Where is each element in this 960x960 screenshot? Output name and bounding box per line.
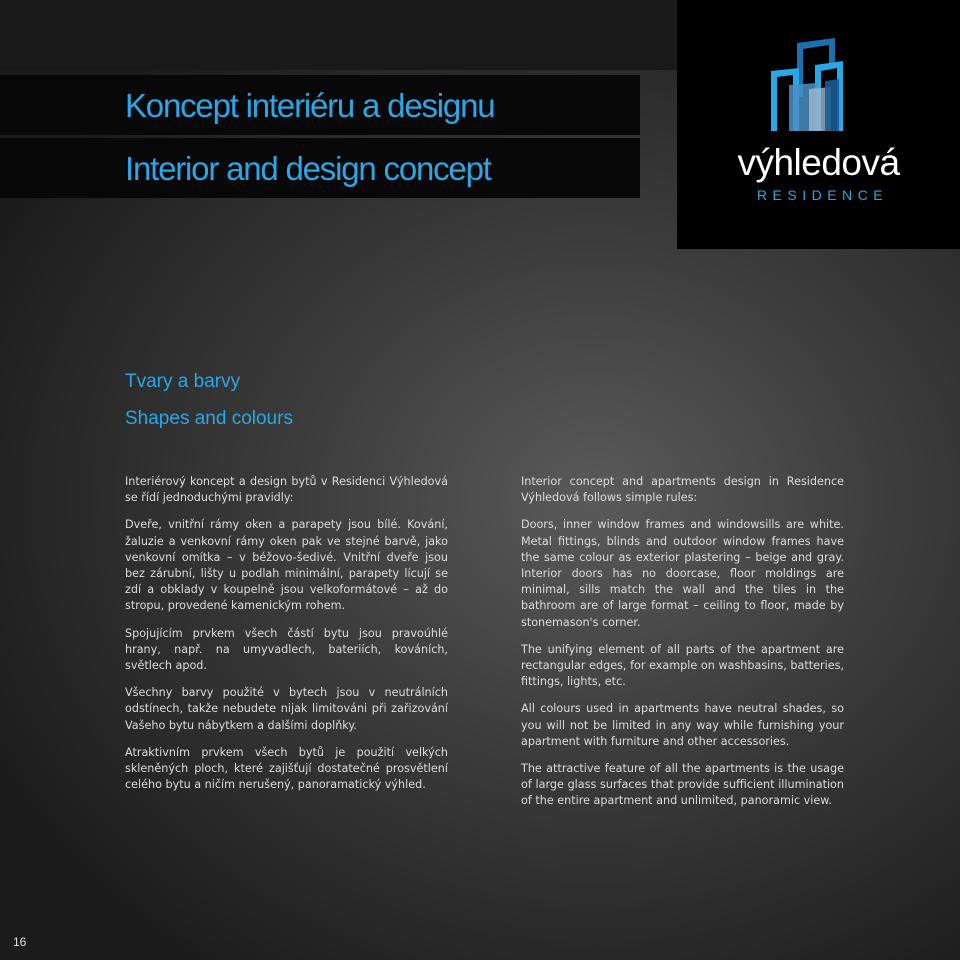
- page-number: 16: [13, 935, 27, 949]
- paragraph-en-3: The unifying element of all parts of the apartment are rectangular edges, for example on washbasins, batteries, fittings, lights, etc.: [521, 642, 844, 689]
- paragraph-cz-3: Spojujícím prvkem všech částí bytu jsou pravoúhlé hrany, např. na umyvadlech, bateriích, kováních, světlech apod.: [125, 626, 448, 673]
- title-bar-en: [0, 138, 640, 198]
- text-column-en: [521, 474, 844, 821]
- building-logo-icon: [769, 35, 869, 135]
- paragraph-cz-1: Interiérový koncept a design bytů v Residenci Výhledová se řídí jednoduchými pravidly:: [125, 475, 448, 505]
- page-title-cz: Koncept interiéru a designu: [125, 87, 495, 124]
- logo-wordmark: výhledová: [737, 142, 900, 183]
- paragraph-en-5: The attractive feature of all the apartments is the usage of large glass surfaces that provide sufficient illumination of the entire apartment and unlimited, panoramic view.: [521, 762, 844, 808]
- paragraph-cz-5: Atraktivním prvkem všech bytů je použití velkých skleněných ploch, které zajišťují dostatečné prosvětlení celého bytu a ničím nerušený, panoramatický výhled.: [125, 745, 448, 792]
- section-title-cz: Tvary a barvy: [125, 371, 241, 392]
- section-title-en: Shapes and colours: [125, 408, 293, 429]
- paragraph-en-2: Doors, inner window frames and windowsills are white. Metal fittings, blinds and outdoor window frames have the same colour as exterior plastering – beige and gray. Interior doors has no doorcase, floor moldings are minimal, sills match the wall and the tiles in the bathroom are of large format – ceiling to floor, made by stonemason's corner.: [521, 518, 844, 629]
- paragraph-en-1: Interior concept and apartments design in Residence Výhledová follows simple rules:: [521, 475, 844, 505]
- logo: [677, 0, 960, 249]
- page-title-en: Interior and design concept: [125, 150, 491, 187]
- logo-subtitle: RESIDENCE: [756, 187, 889, 203]
- title-bar-cz: [0, 75, 640, 135]
- paragraph-cz-4: Všechny barvy použité v bytech jsou v neutrálních odstínech, takže nebudete nijak limitováni při zařizování Vašeho bytu nábytkem a dalšími doplňky.: [125, 686, 448, 732]
- text-column-cz: [125, 474, 448, 804]
- paragraph-en-4: All colours used in apartments have neutral shades, so you will not be limited in any way while furnishing your apartment with furniture and other accessories.: [521, 702, 844, 748]
- paragraph-cz-2: Dveře, vnitřní rámy oken a parapety jsou bílé. Kování, žaluzie a venkovní rámy oken pak ve stejné barvě, jako venkovní omítka – v béžovo-šedivé. Vnitřní dveře jsou bez zárubní, lišty u podlah minimální, parapety lícují se zdí a obklady v koupelně jsou velkoformátové – až do stropu, provedené kamenickým rohem.: [125, 518, 448, 613]
